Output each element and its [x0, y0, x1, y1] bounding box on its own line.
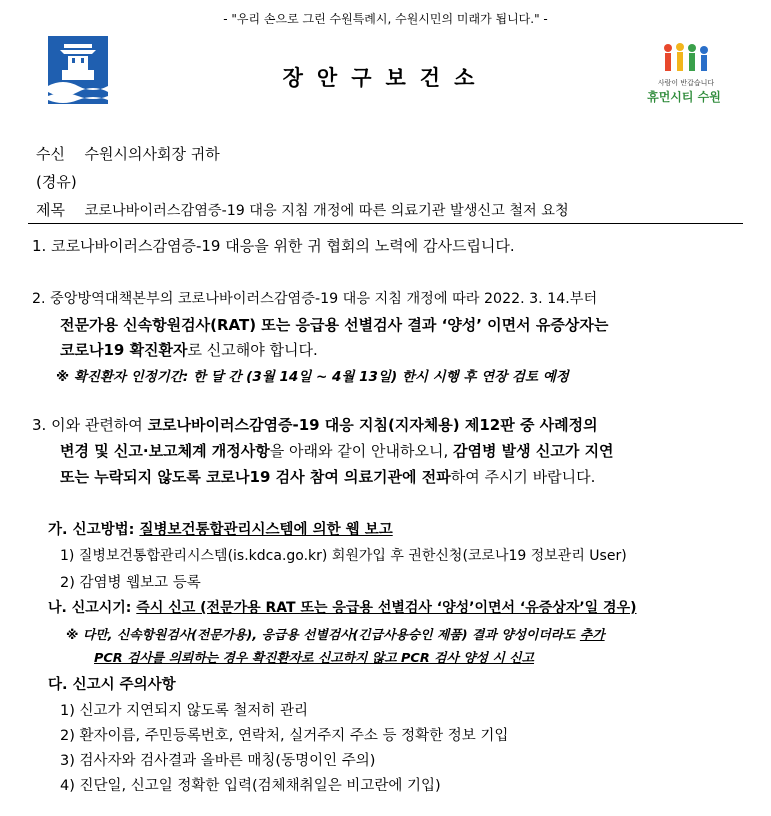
- section-da-heading: 다. 신고시 주의사항: [48, 677, 176, 693]
- paragraph-3-line-1-a: 3. 이와 관련하여: [32, 416, 148, 434]
- paragraph-3-line-2-b: 을 아래와 같이 안내하오니,: [269, 442, 453, 460]
- section-ga-label: 가. 신고방법:: [48, 522, 140, 538]
- paragraph-3-line-2: [60, 440, 614, 461]
- people-icon: [640, 42, 728, 78]
- section-da-item-4: 4) 진단일, 신고일 정확한 입력(검체채취일은 비고란에 기입): [60, 778, 441, 794]
- paragraph-2-line-1: 2. 중앙방역대책본부의 코로나바이러스감염증-19 대응 지침 개정에 따라 2022. 3. 14.부터: [32, 291, 598, 307]
- section-ga-heading: [48, 518, 393, 539]
- section-da-item-2: 2) 환자이름, 주민등록번호, 연락처, 실거주지 주소 등 정확한 정보 기입: [60, 728, 509, 744]
- paragraph-2-note: ※ 확진환자 인정기간: 한 달 간 (3월 14일 ~ 4월 13일) 한시 시행 후 연장 검토 예정: [56, 369, 569, 385]
- section-na-value: 즉시 신고 (전문가용 RAT 또는 응급용 선별검사 ‘양성’이면서 ‘유증상자’일 경우): [136, 600, 637, 616]
- section-da-item-3: 3) 검사자와 검사결과 올바른 매칭(동명이인 주의): [60, 753, 376, 769]
- slogan: - "우리 손으로 그린 수원특례시, 수원시민의 미래가 됩니다." -: [223, 12, 548, 26]
- subject-line: [36, 199, 569, 220]
- section-ga-item-2: 2) 감염병 웹보고 등록: [60, 575, 201, 591]
- recipient-line: [36, 143, 220, 164]
- brand-tagline: 사람이 반갑습니다: [657, 79, 715, 87]
- human-city-suwon-logo: [640, 42, 728, 108]
- paragraph-2-line-3: [60, 339, 318, 360]
- subject-value: 코로나바이러스감염증-19 대응 지침 개정에 따른 의료기관 발생신고 철저 요청: [84, 203, 569, 219]
- paragraph-3-line-3: [60, 466, 595, 487]
- paragraph-2-line-2: 전문가용 신속항원검사(RAT) 또는 응급용 선별검사 결과 ‘양성’ 이면서 유증상자는: [60, 316, 609, 334]
- section-na-note-a: ※ 다만, 신속항원검사(전문가용), 응급용 선별검사(긴급사용승인 제품) 결과 양성이더라도: [66, 628, 580, 643]
- section-da-item-1: 1) 신고가 지연되지 않도록 철저히 관리: [60, 703, 309, 719]
- confirmed-patient-text: 코로나19 확진환자: [60, 341, 188, 359]
- paragraph-1: 1. 코로나바이러스감염증-19 대응을 위한 귀 협회의 노력에 감사드립니다.: [32, 237, 515, 255]
- section-na-note-line-2: PCR 검사를 의뢰하는 경우 확진환자로 신고하지 않고 PCR 검사 양성 시 신고: [94, 651, 535, 666]
- subject-label: 제목: [36, 201, 65, 219]
- section-ga-value: 질병보건통합관리시스템에 의한 웹 보고: [139, 522, 393, 538]
- subject-divider: [28, 223, 743, 224]
- section-na-note-b: 추가: [579, 628, 605, 643]
- paragraph-3-line-2-a: 변경 및 신고·보고체계 개정사항: [60, 442, 270, 460]
- section-na-note-line-1: [66, 624, 605, 643]
- paragraph-3-line-1: [32, 414, 598, 435]
- via-line: (경유): [36, 173, 77, 191]
- recipient-value: 수원시의사회장 귀하: [84, 145, 220, 163]
- paragraph-3-line-1-b: 코로나바이러스감염증-19 대응 지침(지자체용) 제12판 중 사례정의: [147, 416, 598, 434]
- section-ga-item-1: 1) 질병보건통합관리시스템(is.kdca.go.kr) 회원가입 후 권한신청(코로나19 정보관리 User): [60, 548, 627, 564]
- paragraph-3-line-2-c: 감염병 발생 신고가 지연: [452, 442, 614, 460]
- paragraph-3-line-3-b: 하여 주시기 바랍니다.: [450, 468, 596, 486]
- brand-name: 휴먼시티 수원: [647, 90, 721, 104]
- section-na-label: 나. 신고시기:: [48, 600, 137, 616]
- section-na-heading: [48, 597, 637, 617]
- paragraph-3-line-3-a: 또는 누락되지 않도록 코로나19 검사 참여 의료기관에 전파: [60, 468, 451, 486]
- paragraph-2-line-3-rest: 로 신고해야 합니다.: [187, 341, 318, 359]
- page-title: 장안구보건소: [282, 66, 489, 90]
- recipient-label: 수신: [36, 145, 65, 163]
